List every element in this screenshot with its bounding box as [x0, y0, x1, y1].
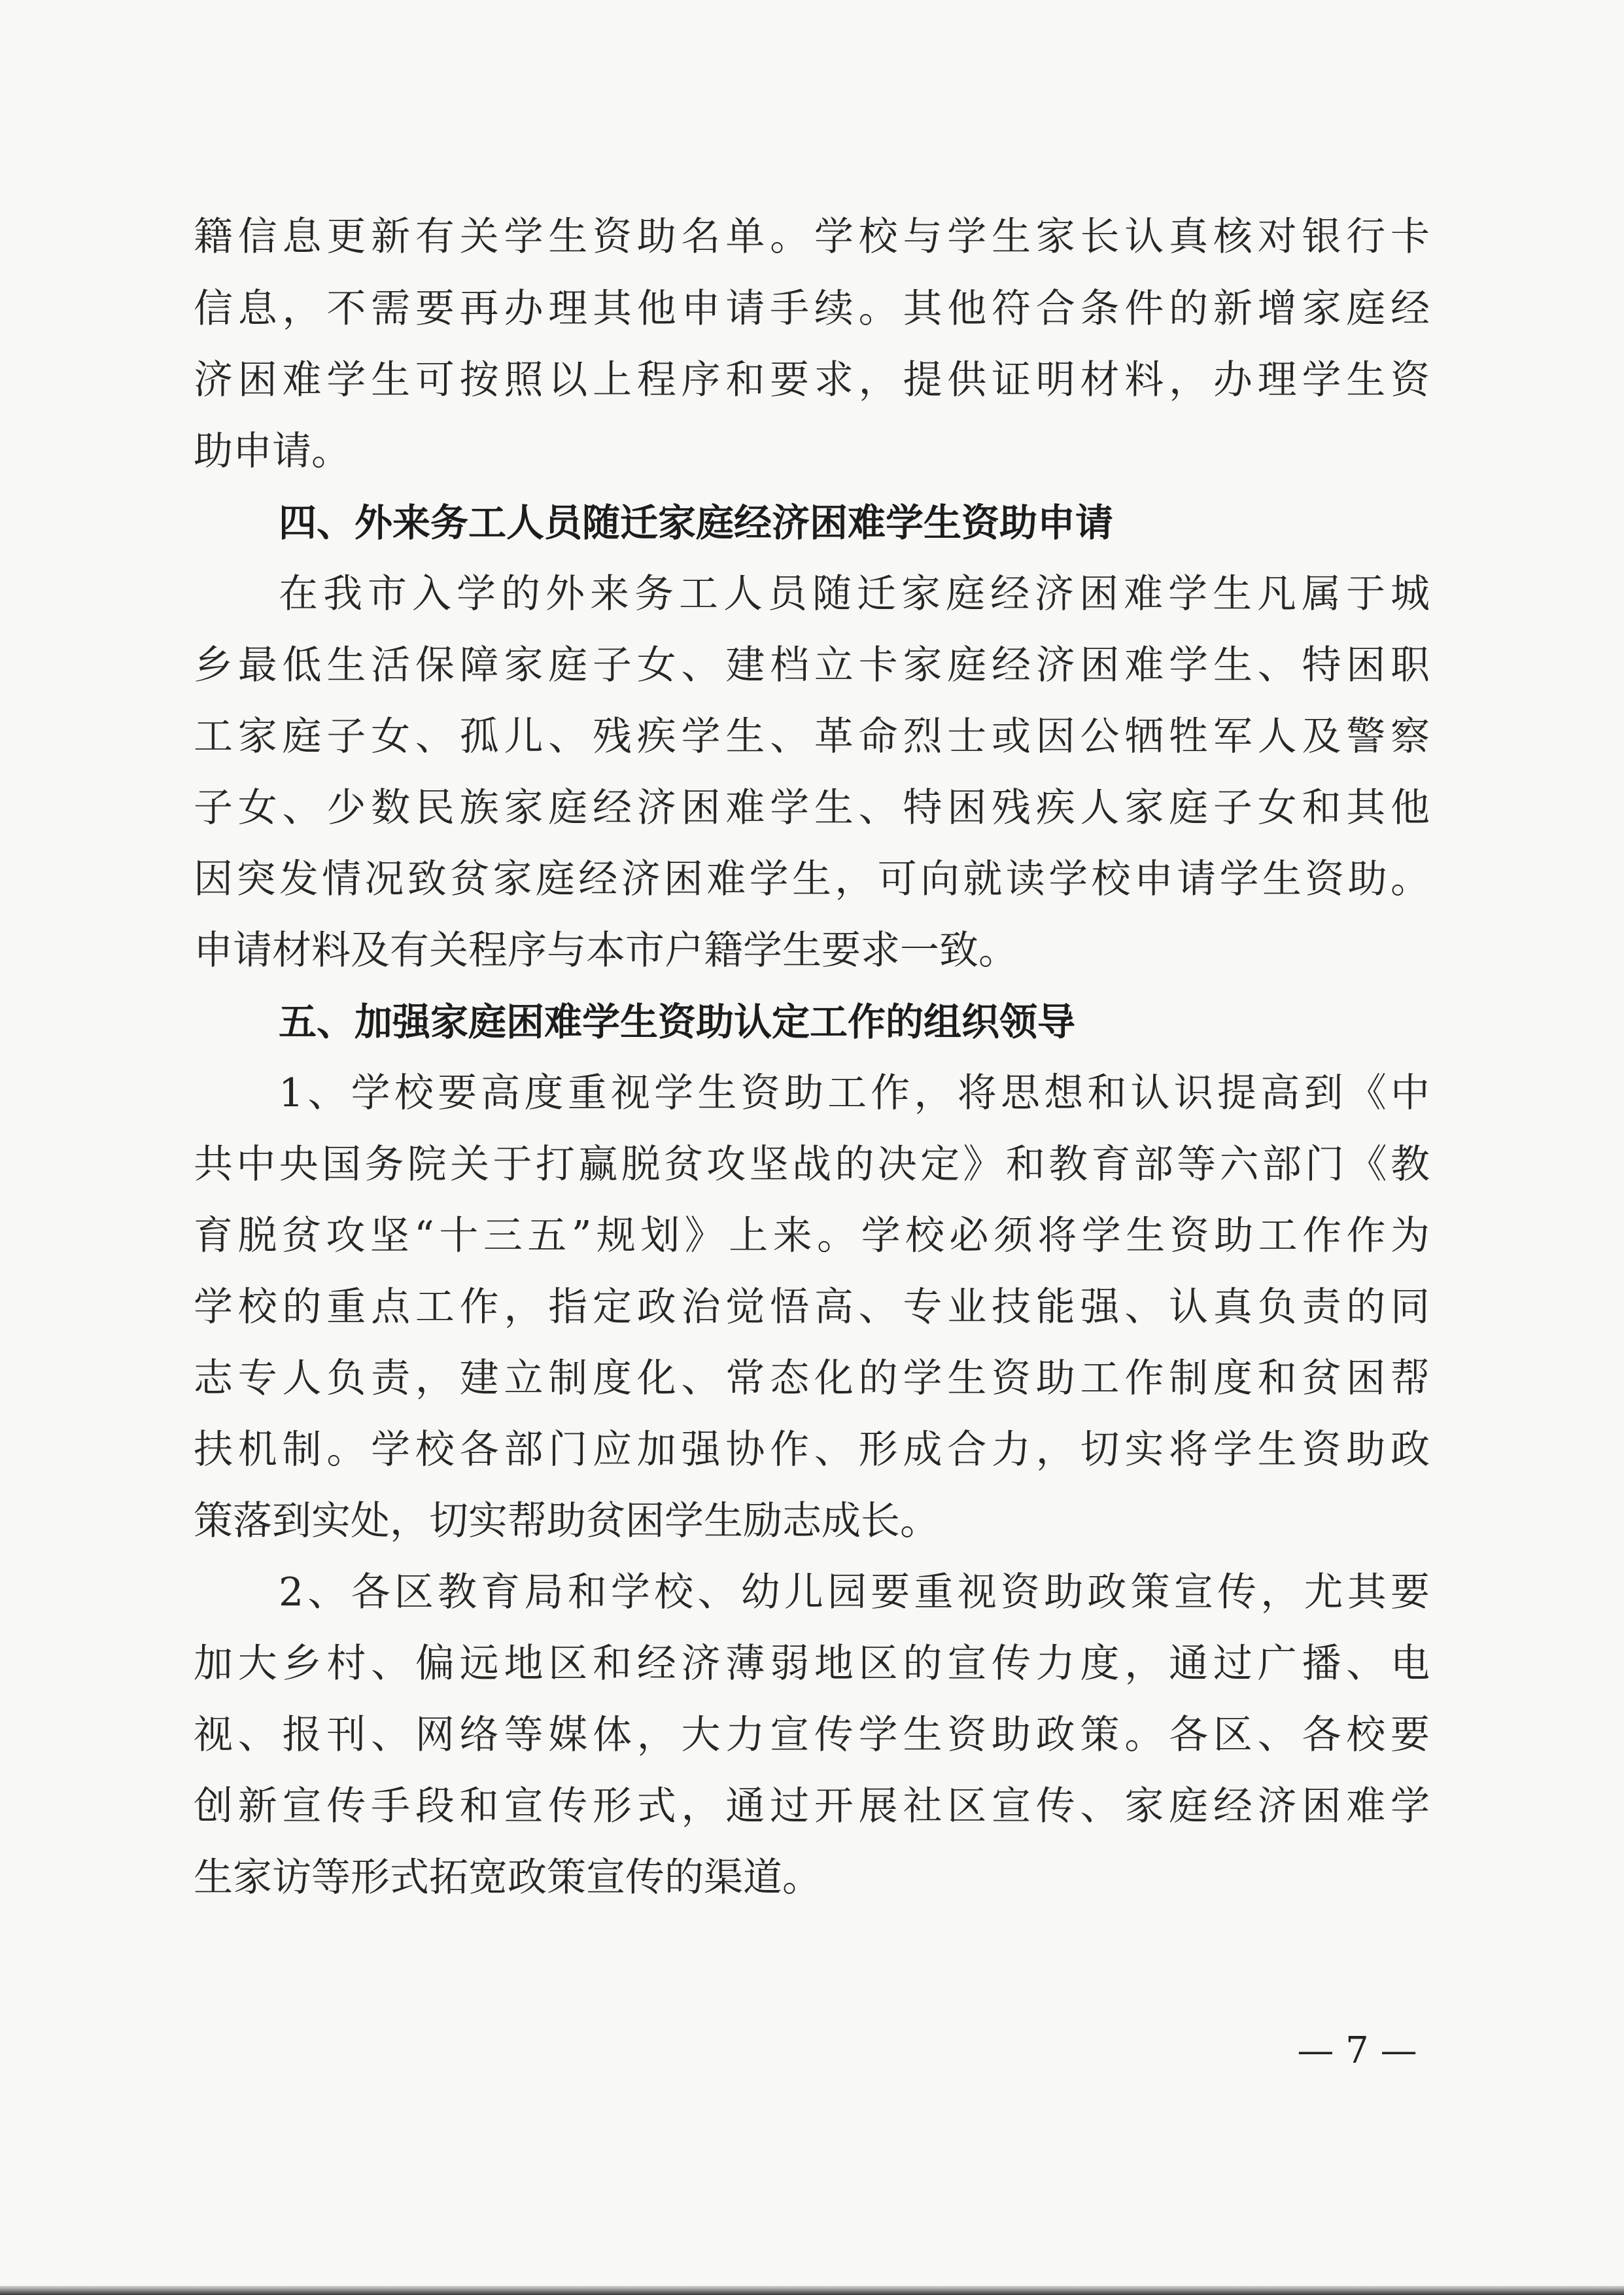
body-line-15: 育脱贫攻坚“十三五”规划》上来。学校必须将学生资助工作作为: [194, 1213, 1430, 1259]
body-line-24: 生家访等形式拓宽政策宣传的渠道。: [194, 1855, 821, 1901]
body-line-14: 共中央国务院关于打赢脱贫攻坚战的决定》和教育部等六部门《教: [194, 1142, 1430, 1187]
body-line-19: 策落到实处，切实帮助贫困学生励志成长。: [194, 1498, 939, 1544]
body-line-21: 加大乡村、偏远地区和经济薄弱地区的宣传力度，通过广播、电: [194, 1641, 1430, 1687]
body-line-13: 1、学校要高度重视学生资助工作，将思想和认识提高到《中: [279, 1070, 1430, 1116]
body-line-7: 乡最低生活保障家庭子女、建档立卡家庭经济困难学生、特困职: [194, 642, 1430, 688]
section-heading-5: 五、加强家庭困难学生资助认定工作的组织领导: [279, 1000, 1076, 1044]
body-line-16: 学校的重点工作，指定政治觉悟高、专业技能强、认真负责的同: [194, 1284, 1430, 1330]
body-line-20: 2、各区教育局和学校、幼儿园要重视资助政策宣传，尤其要: [279, 1569, 1430, 1615]
page-number: — 7 —: [1297, 2029, 1417, 2072]
section-heading-4: 四、外来务工人员随迁家庭经济困难学生资助申请: [279, 500, 1114, 545]
body-line-23: 创新宣传手段和宣传形式，通过开展社区宣传、家庭经济困难学: [194, 1783, 1430, 1829]
body-line-2: 信息，不需要再办理其他申请手续。其他符合条件的新增家庭经: [194, 286, 1430, 332]
body-line-9: 子女、少数民族家庭经济困难学生、特困残疾人家庭子女和其他: [194, 785, 1430, 831]
body-line-4: 助申请。: [194, 429, 351, 474]
body-line-6: 在我市入学的外来务工人员随迁家庭经济困难学生凡属于城: [279, 571, 1430, 617]
body-line-18: 扶机制。学校各部门应加强协作、形成合力，切实将学生资助政: [194, 1427, 1430, 1473]
body-line-10: 因突发情况致贫家庭经济困难学生，可向就读学校申请学生资助。: [194, 856, 1430, 902]
scan-bottom-edge: [0, 2286, 1624, 2295]
body-line-1: 籍信息更新有关学生资助名单。学校与学生家长认真核对银行卡: [194, 214, 1430, 260]
body-line-11: 申请材料及有关程序与本市户籍学生要求一致。: [194, 928, 1018, 973]
body-line-8: 工家庭子女、孤儿、残疾学生、革命烈士或因公牺牲军人及警察: [194, 714, 1430, 760]
body-line-22: 视、报刊、网络等媒体，大力宣传学生资助政策。各区、各校要: [194, 1712, 1430, 1758]
body-line-17: 志专人负责，建立制度化、常态化的学生资助工作制度和贫困帮: [194, 1356, 1430, 1401]
body-line-3: 济困难学生可按照以上程序和要求，提供证明材料，办理学生资: [194, 357, 1430, 403]
